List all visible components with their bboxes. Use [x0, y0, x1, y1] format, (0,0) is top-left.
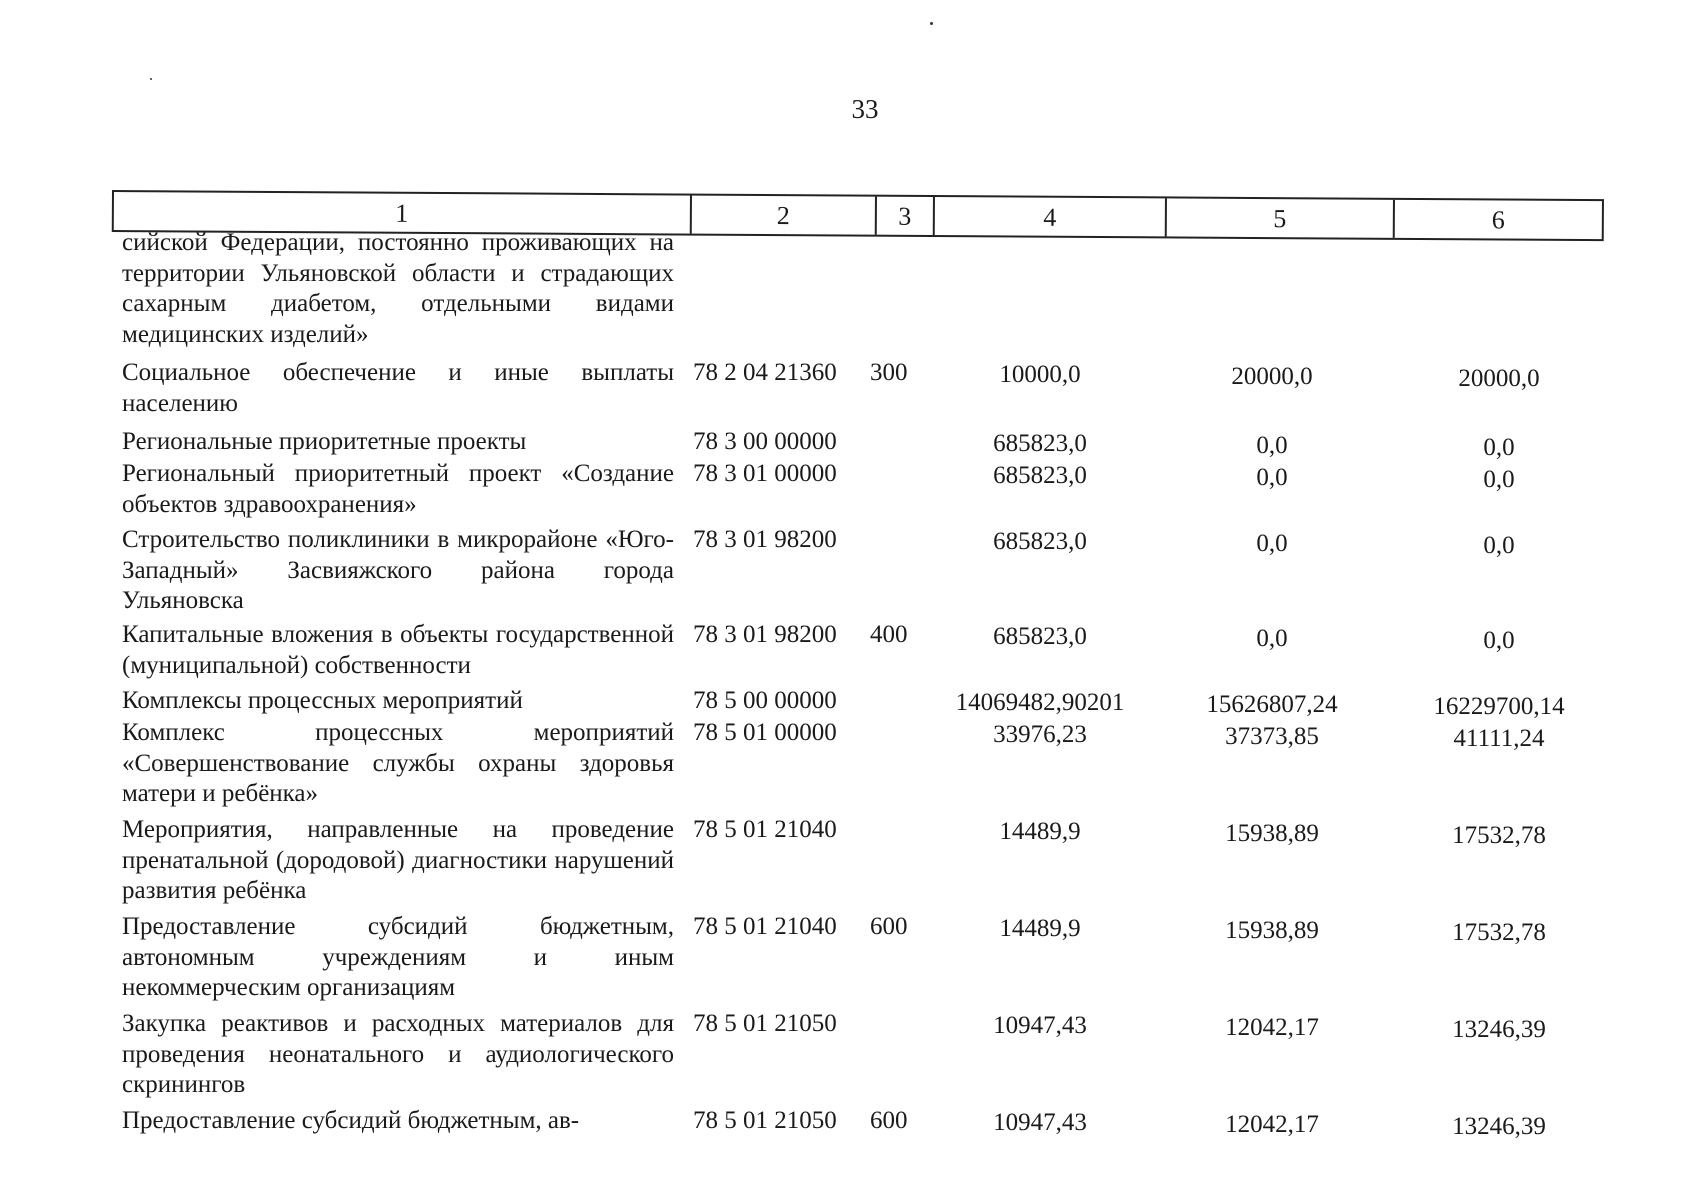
row-expense-type: 400 [870, 621, 908, 648]
row-value-col4: 10947,43 [993, 1109, 1087, 1136]
row-value-col4: 14489,9 [999, 915, 1081, 942]
page-number: 33 [851, 94, 879, 124]
row-value-col6: 0,0 [1483, 466, 1515, 493]
row-description: Региональный приоритетный проект «Создание объектов здравоохранения» [122, 460, 674, 518]
header-col-3: 3 [877, 197, 935, 235]
row-value-col4: 10000,0 [999, 361, 1081, 388]
row-value-col4: 685823,0 [993, 462, 1087, 489]
row-code: 78 3 01 98200 [693, 526, 837, 553]
row-value-col6: 17532,78 [1452, 919, 1546, 946]
row-code: 78 5 01 21050 [693, 1107, 837, 1134]
scan-speck [930, 22, 933, 25]
row-value-col4: 33976,23 [993, 721, 1087, 748]
row-value-col4: 685823,0 [993, 623, 1087, 650]
row-expense-type: 600 [870, 913, 908, 940]
row-description: сийской Федерации, постоянно проживающих на территории Ульяновской области и страдающих сахарным диабетом, отдельными видами медицинских изделий» [122, 229, 674, 348]
header-col-5: 5 [1167, 198, 1395, 237]
header-col-2: 2 [692, 196, 877, 235]
row-code: 78 3 01 00000 [693, 460, 837, 487]
row-description: Закупка реактивов и расходных материалов для проведения неонатального и аудиологического скринингов [122, 1010, 674, 1098]
row-value-col6: 0,0 [1483, 532, 1515, 559]
row-expense-type: 600 [870, 1107, 908, 1134]
row-value-col6: 17532,78 [1452, 822, 1546, 849]
scan-speck [150, 78, 152, 80]
row-value-col5: 15626807,24 [1206, 691, 1338, 718]
row-description: Комплексы процессных мероприятий [122, 687, 523, 714]
row-value-col5: 15938,89 [1225, 917, 1319, 944]
header-col-1: 1 [114, 192, 692, 234]
row-description: Предоставление субсидий бюджетным, автономным учреждениям и иным некоммерческим организациям [122, 913, 674, 1001]
row-code: 78 5 01 21050 [693, 1010, 837, 1037]
row-value-col5: 15938,89 [1225, 820, 1319, 847]
row-code: 78 3 00 00000 [693, 428, 837, 455]
row-code: 78 5 01 21040 [693, 816, 837, 843]
row-value-col6: 13246,39 [1452, 1113, 1546, 1140]
row-value-col6: 0,0 [1483, 627, 1515, 654]
header-col-6: 6 [1491, 205, 1505, 235]
row-expense-type: 300 [870, 359, 908, 386]
row-value-col5: 0,0 [1256, 464, 1288, 491]
row-value-col4: 685823,0 [993, 430, 1087, 457]
row-value-col4: 14489,9 [999, 818, 1081, 845]
row-value-col6: 41111,24 [1453, 725, 1545, 752]
row-description: Региональные приоритетные проекты [122, 428, 527, 455]
row-code: 78 2 04 21360 [693, 359, 837, 386]
row-code: 78 5 01 21040 [693, 913, 837, 940]
row-description: Комплекс процессных мероприятий «Совершенствование службы охраны здоровья матери и ребёнка» [122, 719, 674, 807]
row-value-col5: 12042,17 [1225, 1014, 1319, 1041]
row-value-col5: 0,0 [1256, 625, 1288, 652]
row-value-col4: 14069482,90201 [955, 689, 1125, 716]
row-description: Предоставление субсидий бюджетным, ав- [122, 1107, 580, 1134]
row-value-col6: 16229700,14 [1433, 693, 1565, 720]
row-value-col5: 0,0 [1256, 432, 1288, 459]
row-description: Капитальные вложения в объекты государственной (муниципальной) собственности [122, 621, 674, 679]
row-value-col6: 13246,39 [1452, 1016, 1546, 1043]
row-value-col5: 20000,0 [1231, 363, 1313, 390]
row-value-col5: 37373,85 [1225, 723, 1319, 750]
row-description: Социальное обеспечение и иные выплаты населению [122, 359, 674, 417]
row-value-col5: 12042,17 [1225, 1111, 1319, 1138]
row-description: Мероприятия, направленные на проведение пренатальной (дородовой) диагностики нарушений развития ребёнка [122, 816, 674, 904]
header-col-4: 4 [935, 197, 1167, 236]
row-value-col6: 20000,0 [1458, 365, 1540, 392]
row-code: 78 3 01 98200 [693, 621, 837, 648]
row-value-col4: 10947,43 [993, 1012, 1087, 1039]
row-code: 78 5 01 00000 [693, 719, 837, 746]
row-value-col4: 685823,0 [993, 528, 1087, 555]
row-code: 78 5 00 00000 [693, 687, 837, 714]
row-value-col6: 0,0 [1483, 434, 1515, 461]
row-value-col5: 0,0 [1256, 530, 1288, 557]
row-description: Строительство поликлиники в микрорайоне «Юго-Западный» Засвияжского района города Ульяновска [122, 526, 674, 614]
